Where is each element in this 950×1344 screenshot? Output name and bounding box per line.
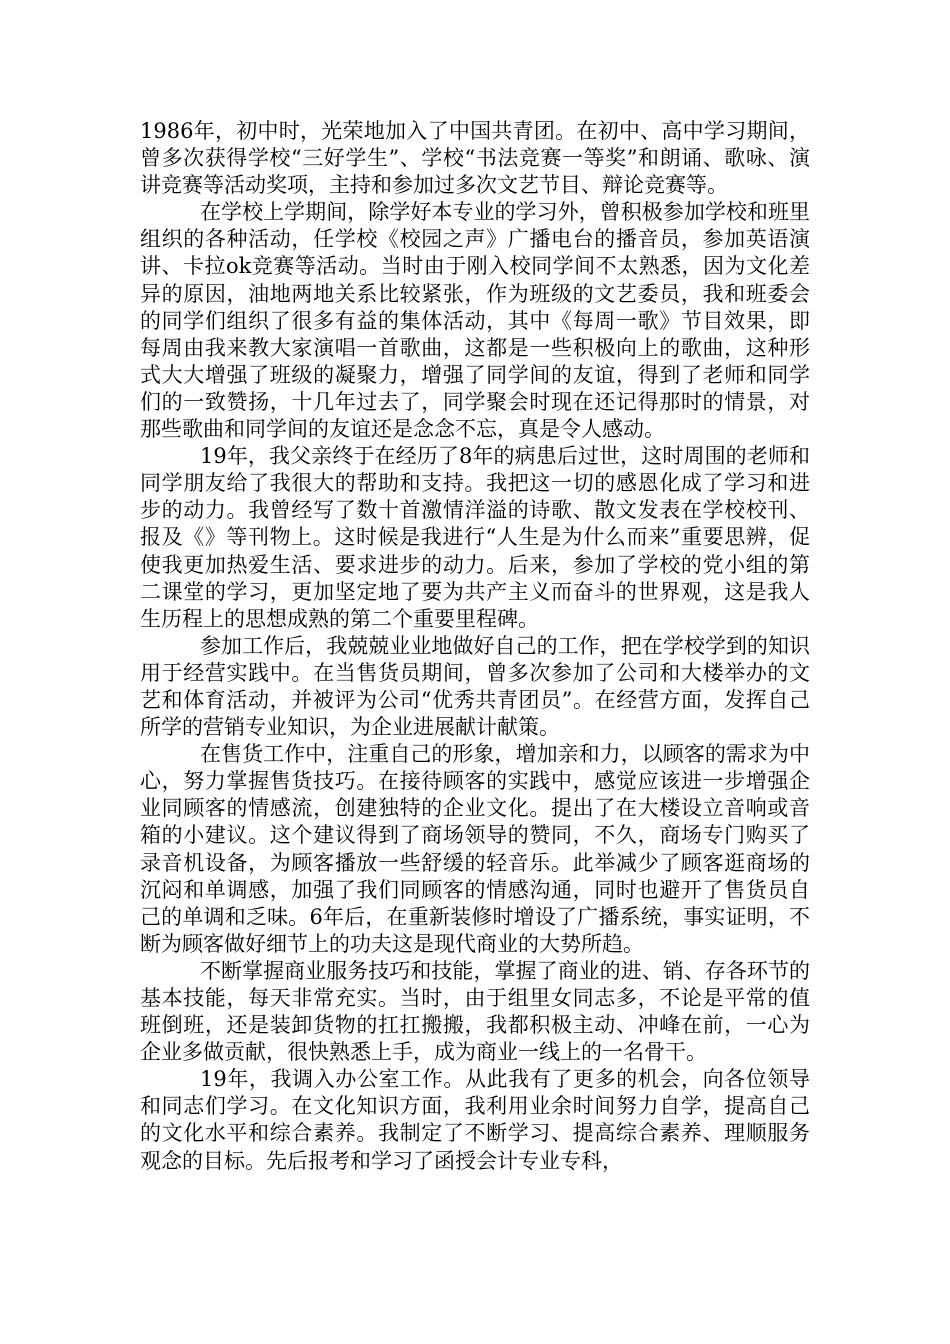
paragraph-5: 在售货工作中，注重自己的形象，增加亲和力，以顾客的需求为中心，努力掌握售货技巧。在接待顾客的实践中，感觉应该进一步增强企业同顾客的情感流，创建独特的企业文化。提出了在大楼设立音响或音箱的小建议。这个建议得到了商场领导的赞同，不久，商场专门购买了录音机设备，为顾客播放一些舒缓的轻音乐。此举减少了顾客逛商场的沉闷和单调感，加强了我们同顾客的情感沟通，同时也避开了售货员自己的单调和乏味。6年后，在重新装修时增设了广播系统，事实证明，不断为顾客做好细节上的功夫这是现代商业的大势所趋。 <box>140 742 810 956</box>
paragraph-1: 1986年，初中时，光荣地加入了中国共青团。在初中、高中学习期间，曾多次获得学校“三好学生”、学校“书法竞赛一等奖”和朗诵、歌咏、演讲竞赛等活动奖项，主持和参加过多次文艺节目、辩论竞赛等。 <box>140 119 810 198</box>
paragraph-4: 参加工作后，我兢兢业业地做好自己的工作，把在学校学到的知识用于经营实践中。在当售货员期间，曾多次参加了公司和大楼举办的文艺和体育活动，并被评为公司“优秀共青团员”。在经营方面，发挥自己所学的营销专业知识，为企业进展献计献策。 <box>140 633 810 740</box>
document-body <box>140 118 810 1175</box>
paragraph-2: 在学校上学期间，除学好本专业的学习外，曾积极参加学校和班里组织的各种活动，任学校《校园之声》广播电台的播音员，参加英语演讲、卡拉ok竞赛等活动。当时由于刚入校同学间不太熟悉，因为文化差异的原因，油地两地关系比较紧张，作为班级的文艺委员，我和班委会的同学们组织了很多有益的集体活动，其中《每周一歌》节目效果，即每周由我来教大家演唱一首歌曲，这都是一些积极向上的歌曲，这种形式大大增强了班级的凝聚力，增强了同学间的友谊，得到了老师和同学们的一致赞扬，十几年过去了，同学聚会时现在还记得那时的情景，对那些歌曲和同学间的友谊还是念念不忘，真是令人感动。 <box>140 200 810 442</box>
paragraph-3: 19年，我父亲终于在经历了8年的病患后过世，这时周围的老师和同学朋友给了我很大的帮助和支持。我把这一切的感恩化成了学习和进步的动力。我曾经写了数十首激情洋溢的诗歌、散文发表在学校校刊、报及《》等刊物上。这时候是我进行“人生是为什么而来”重要思辨，促使我更加热爱生活、要求进步的动力。后来，参加了学校的党小组的第二课堂的学习，更加坚定地了要为共产主义而奋斗的世界观，这是我人生历程上的思想成熟的第二个重要里程碑。 <box>140 444 810 631</box>
paragraph-6: 不断掌握商业服务技巧和技能，掌握了商业的进、销、存各环节的基本技能，每天非常充实。当时，由于组里女同志多，不论是平常的值班倒班，还是装卸货物的扛扛搬搬，我都积极主动、冲峰在前，一心为企业多做贡献，很快熟悉上手，成为商业一线上的一名骨干。 <box>140 958 810 1065</box>
paragraph-7: 19年，我调入办公室工作。从此我有了更多的机会，向各位领导和同志们学习。在文化知识方面，我利用业余时间努力自学，提高自己的文化水平和综合素养。我制定了不断学习、提高综合素养、理顺服务观念的目标。先后报考和学习了函授会计专业专科， <box>140 1067 810 1173</box>
